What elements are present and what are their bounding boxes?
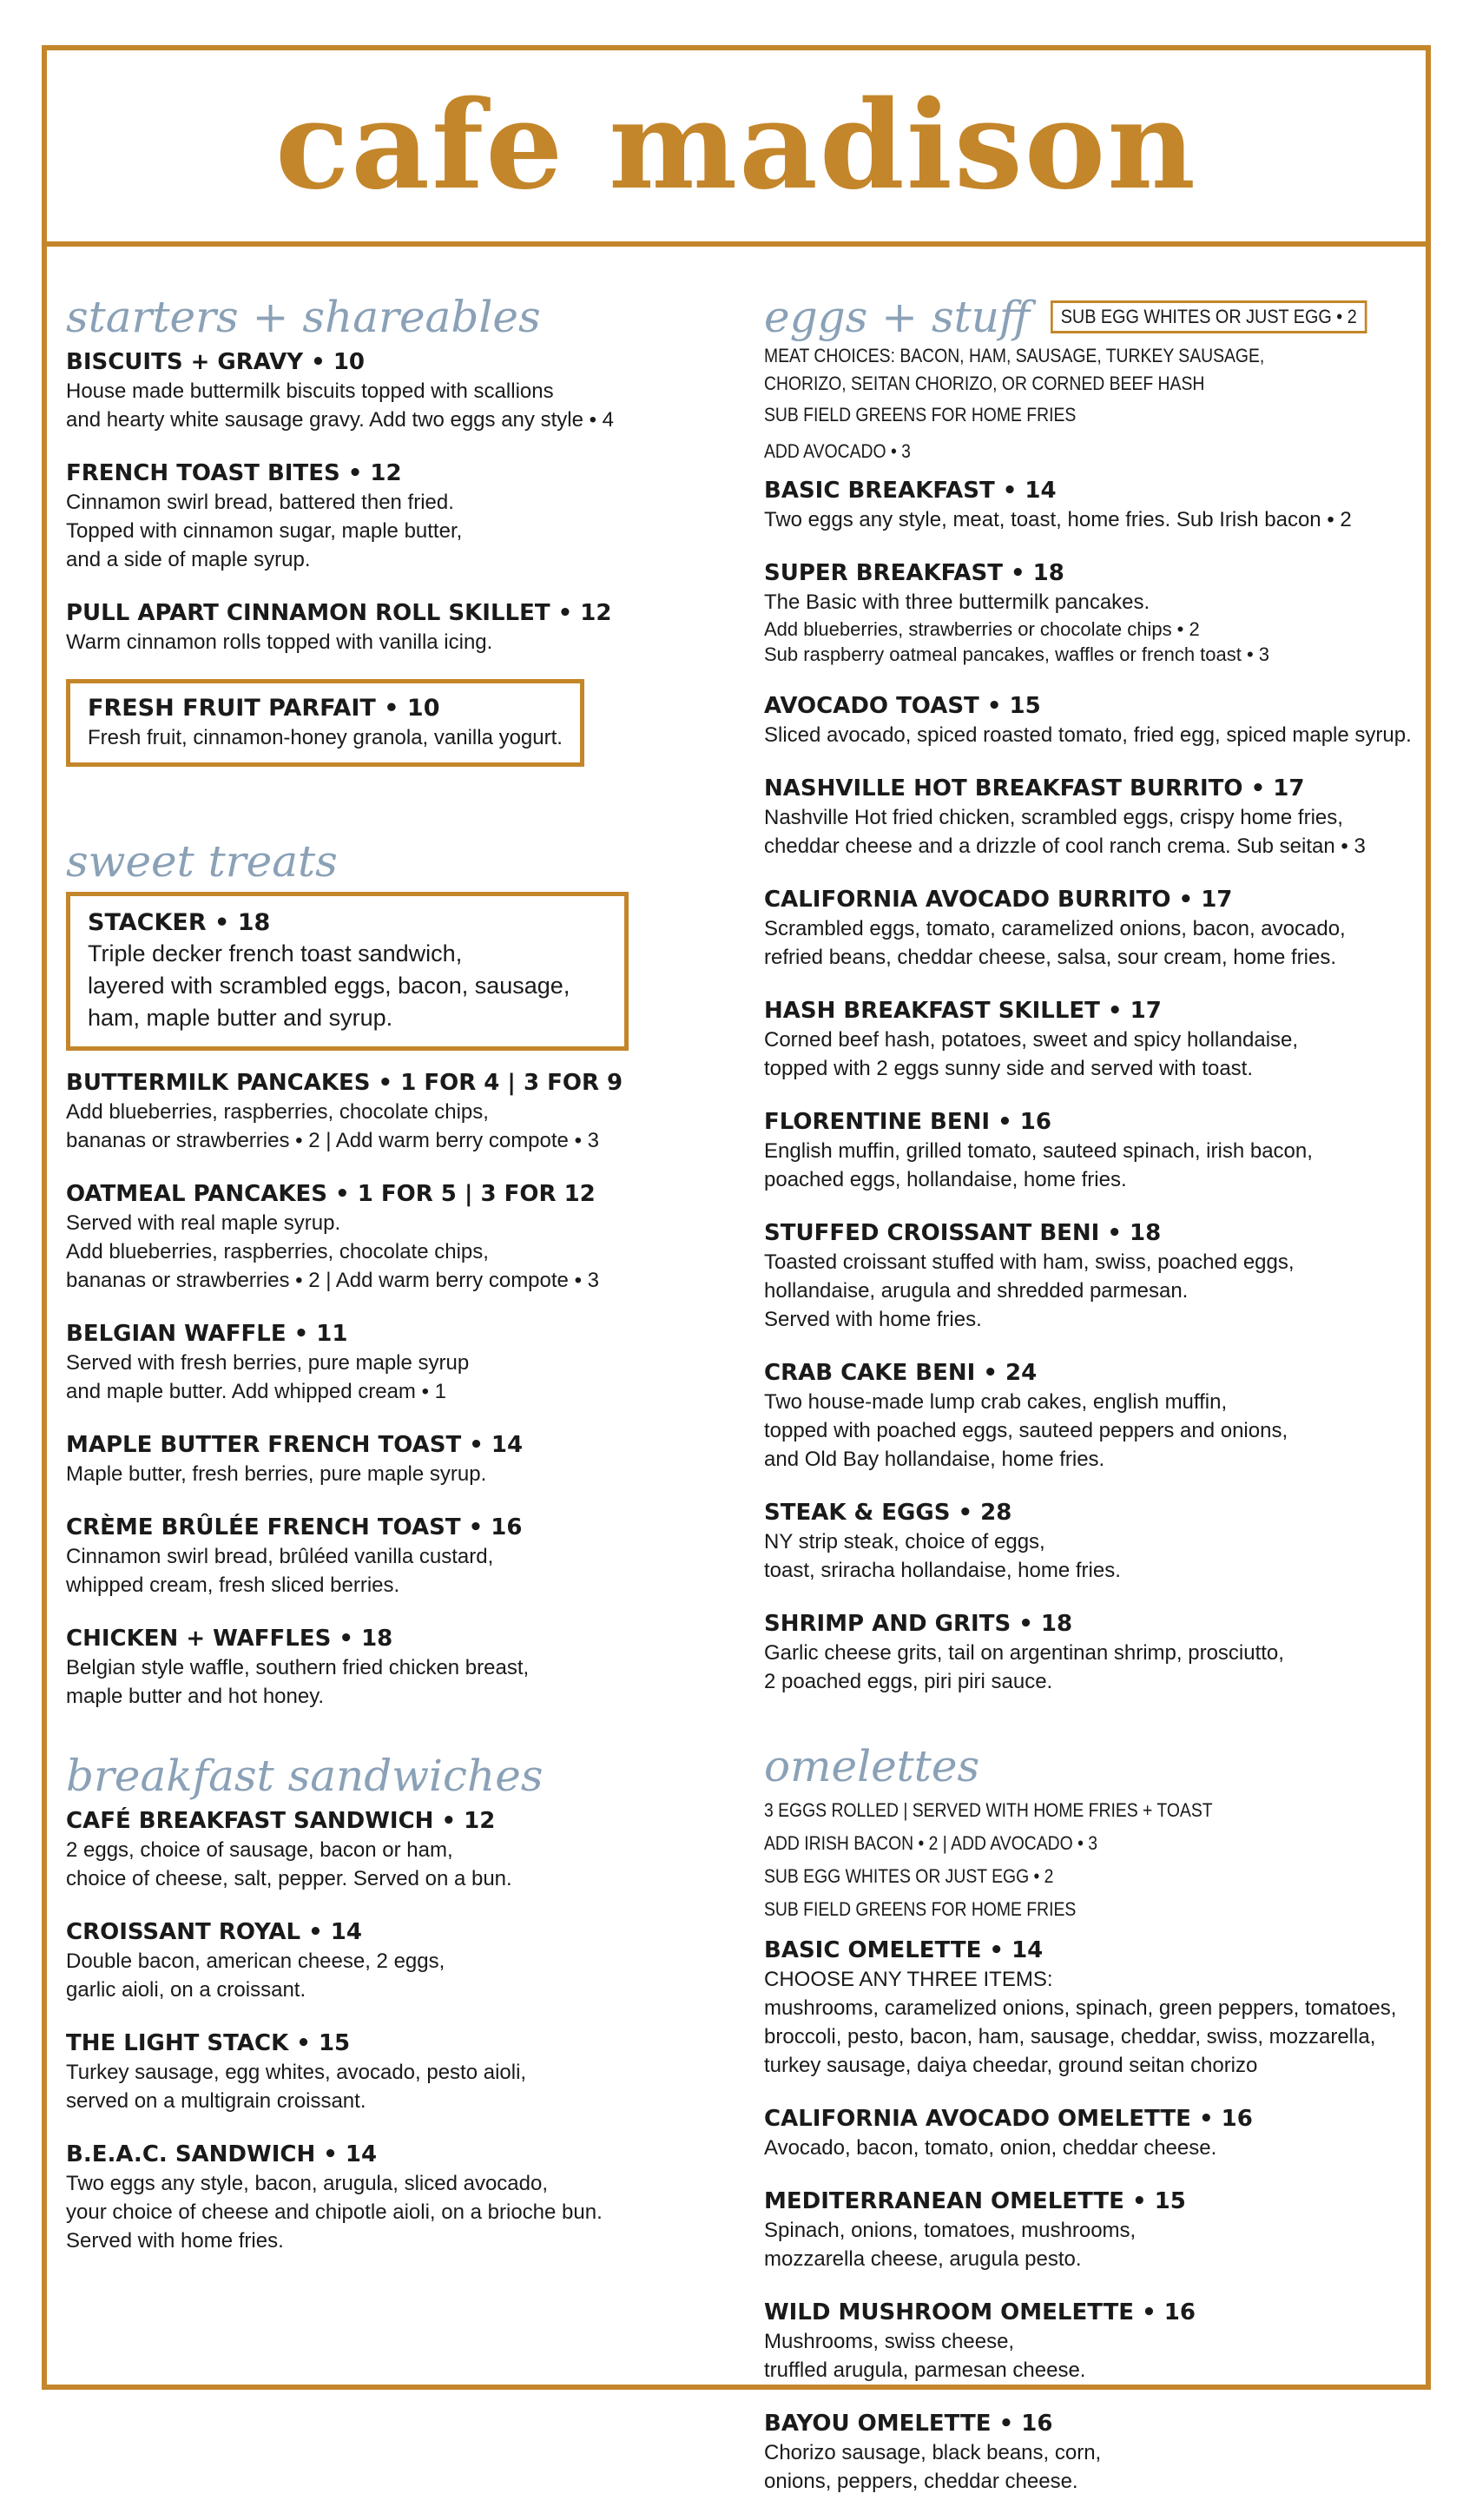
sub-egg-whites-badge: SUB EGG WHITES OR JUST EGG • 2 (1051, 300, 1367, 333)
menu-item-desc: refried beans, cheddar cheese, salsa, sour cream, home fries. (764, 946, 1336, 969)
menu-item-desc: Triple decker french toast sandwich, (88, 940, 463, 966)
menu-item-desc: Served with home fries. (66, 2229, 284, 2253)
menu-item (66, 1319, 674, 1406)
left-column (66, 292, 674, 2279)
menu-item-desc: Served with fresh berries, pure maple syrup (66, 1351, 470, 1375)
menu-item-desc: served on a multigrain croissant. (66, 2089, 366, 2113)
menu-item-desc: Mushrooms, swiss cheese, (764, 2330, 1015, 2353)
menu-item (764, 1218, 1424, 1334)
eggs-list (764, 476, 1424, 1696)
sweet-treats-list (66, 1068, 674, 1711)
menu-item-title: SUPER BREAKFAST • 18 (764, 560, 1064, 586)
menu-item-title: THE LIGHT STACK • 15 (66, 2030, 351, 2056)
menu-item-title: BELGIAN WAFFLE • 11 (66, 1321, 348, 1347)
menu-item-desc: toast, sriracha hollandaise, home fries. (764, 1559, 1121, 1582)
menu-item-desc: 2 eggs, choice of sausage, bacon or ham, (66, 1838, 453, 1862)
menu-item-desc: hollandaise, arugula and shredded parmesan. (764, 1279, 1189, 1303)
menu-item (66, 1917, 674, 2004)
menu-item-desc: Garlic cheese grits, tail on argentinan shrimp, prosciutto, (764, 1641, 1284, 1665)
menu-item-desc: Belgian style waffle, southern fried chicken breast, (66, 1656, 530, 1679)
menu-item (764, 885, 1424, 972)
menu-item-title: CAFÉ BREAKFAST SANDWICH • 12 (66, 1808, 496, 1834)
menu-item-title: MAPLE BUTTER FRENCH TOAST • 14 (66, 1432, 524, 1458)
menu-item (66, 1179, 674, 1295)
menu-item-desc: and hearty white sausage gravy. Add two eggs any style • 4 (66, 408, 614, 432)
menu-item-desc: mushrooms, caramelized onions, spinach, green peppers, tomatoes, (764, 1996, 1397, 2020)
section-title-sweet-treats: sweet treats (66, 836, 338, 887)
menu-item-desc: poached eggs, hollandaise, home fries. (764, 1168, 1127, 1191)
omelettes-list (764, 1936, 1424, 2496)
menu-item-title: CRÈME BRÛLÉE FRENCH TOAST • 16 (66, 1514, 523, 1540)
menu-item-desc: and maple butter. Add whipped cream • 1 (66, 1380, 447, 1403)
menu-item (66, 1806, 674, 1893)
eggs-note: CHORIZO, SEITAN CHORIZO, OR CORNED BEEF HASH (764, 373, 1205, 394)
menu-item-desc: Sliced avocado, spiced roasted tomato, fried egg, spiced maple syrup. (764, 723, 1412, 747)
menu-header (47, 50, 1426, 247)
starters-list (66, 347, 674, 656)
menu-item-desc: turkey sausage, daiya cheedar, ground seitan chorizo (764, 2054, 1258, 2077)
menu-item-desc: Topped with cinnamon sugar, maple butter, (66, 519, 463, 543)
menu-item (764, 2187, 1424, 2273)
menu-item-desc: 2 poached eggs, piri piri sauce. (764, 1670, 1053, 1693)
menu-item-title: NASHVILLE HOT BREAKFAST BURRITO • 17 (764, 775, 1305, 802)
menu-item-desc: Cinnamon swirl bread, battered then fried. (66, 491, 454, 514)
menu-item-title: HASH BREAKFAST SKILLET • 17 (764, 998, 1162, 1024)
menu-item-desc: maple butter and hot honey. (66, 1685, 325, 1708)
menu-item-title: AVOCADO TOAST • 15 (764, 693, 1041, 719)
breakfast-sandwiches-list (66, 1806, 674, 2255)
menu-item-desc: broccoli, pesto, bacon, ham, sausage, cheddar, swiss, mozzarella, (764, 2025, 1376, 2048)
menu-item (764, 2298, 1424, 2385)
menu-item-desc: Toasted croissant stuffed with ham, swiss, poached eggs, (764, 1250, 1295, 1274)
menu-item-desc: topped with 2 eggs sunny side and served with toast. (764, 1057, 1254, 1080)
menu-item (66, 2140, 674, 2255)
menu-item-addon: Add blueberries, strawberries or chocolate chips • 2 (764, 618, 1200, 640)
omelette-note: 3 EGGS ROLLED | SERVED WITH HOME FRIES + TOAST (764, 1799, 1213, 1821)
menu-item-desc: English muffin, grilled tomato, sauteed spinach, irish bacon, (764, 1139, 1313, 1163)
menu-item-desc: ham, maple butter and syrup. (88, 1005, 393, 1031)
menu-item-desc: topped with poached eggs, sauteed peppers and onions, (764, 1419, 1288, 1442)
menu-item-desc: your choice of cheese and chipotle aioli, on a brioche bun. (66, 2200, 603, 2224)
omelette-note: ADD IRISH BACON • 2 | ADD AVOCADO • 3 (764, 1832, 1098, 1854)
eggs-notes (764, 342, 1424, 465)
menu-item (764, 1358, 1424, 1474)
menu-item-desc: Scrambled eggs, tomato, caramelized onions, bacon, avocado, (764, 917, 1346, 940)
menu-item (764, 558, 1424, 667)
menu-item-title: BISCUITS + GRAVY • 10 (66, 349, 366, 375)
menu-item (764, 1936, 1424, 2080)
menu-item (66, 1430, 674, 1488)
right-column (764, 292, 1424, 2520)
menu-item (764, 476, 1424, 534)
menu-item (764, 2409, 1424, 2496)
menu-item-desc: mozzarella cheese, arugula pesto. (764, 2247, 1082, 2271)
menu-item (66, 598, 674, 656)
menu-item-desc: onions, peppers, cheddar cheese. (764, 2470, 1078, 2493)
menu-item-desc: and Old Bay hollandaise, home fries. (764, 1448, 1105, 1471)
menu-item-desc: Maple butter, fresh berries, pure maple syrup. (66, 1462, 487, 1486)
menu-item-title: STACKER • 18 (88, 909, 271, 936)
menu-item-desc: Two house-made lump crab cakes, english muffin, (764, 1390, 1228, 1414)
menu-item-title: BUTTERMILK PANCAKES • 1 FOR 4 | 3 FOR 9 (66, 1070, 623, 1096)
menu-item-title: FRENCH TOAST BITES • 12 (66, 460, 402, 486)
menu-item-desc: Double bacon, american cheese, 2 eggs, (66, 1949, 445, 1973)
menu-item (764, 1609, 1424, 1696)
menu-item (764, 1498, 1424, 1585)
menu-item-desc: whipped cream, fresh sliced berries. (66, 1573, 400, 1597)
menu-item-desc: The Basic with three buttermilk pancakes. (764, 590, 1150, 614)
menu-item (88, 908, 607, 1034)
menu-item-desc: CHOOSE ANY THREE ITEMS: (764, 1968, 1053, 1991)
omelettes-notes (764, 1797, 1424, 1923)
menu-item-desc: Spinach, onions, tomatoes, mushrooms, (764, 2219, 1137, 2242)
menu-item-title: BASIC BREAKFAST • 14 (764, 478, 1057, 504)
menu-item-desc: NY strip steak, choice of eggs, (764, 1530, 1045, 1554)
menu-item-desc: Nashville Hot fried chicken, scrambled eggs, crispy home fries, (764, 806, 1343, 829)
menu-item-title: B.E.A.C. SANDWICH • 14 (66, 2141, 378, 2167)
menu-item-title: BASIC OMELETTE • 14 (764, 1937, 1044, 1963)
menu-item (764, 691, 1424, 749)
menu-item-title: BAYOU OMELETTE • 16 (764, 2411, 1053, 2437)
menu-item-title: PULL APART CINNAMON ROLL SKILLET • 12 (66, 600, 612, 626)
menu-item-desc: Warm cinnamon rolls topped with vanilla icing. (66, 630, 493, 654)
menu-item (764, 2104, 1424, 2162)
menu-item-title: OATMEAL PANCAKES • 1 FOR 5 | 3 FOR 12 (66, 1181, 596, 1207)
menu-item-title: SHRIMP AND GRITS • 18 (764, 1611, 1073, 1637)
section-title-omelettes: omelettes (764, 1741, 980, 1791)
menu-item (764, 996, 1424, 1083)
menu-item-title: CALIFORNIA AVOCADO BURRITO • 17 (764, 887, 1233, 913)
eggs-note: ADD AVOCADO • 3 (764, 440, 911, 462)
menu-item (764, 1107, 1424, 1194)
menu-item-title: WILD MUSHROOM OMELETTE • 16 (764, 2299, 1196, 2325)
menu-item-title: FLORENTINE BENI • 16 (764, 1109, 1051, 1135)
section-title-eggs: eggs + stuff (764, 292, 1031, 342)
menu-item (66, 1624, 674, 1711)
menu-item-desc: Served with home fries. (764, 1308, 982, 1331)
omelette-note: SUB FIELD GREENS FOR HOME FRIES (764, 1898, 1077, 1920)
menu-item-desc: Turkey sausage, egg whites, avocado, pesto aioli, (66, 2061, 527, 2084)
menu-item-title: CROISSANT ROYAL • 14 (66, 1919, 362, 1945)
menu-item (66, 458, 674, 574)
menu-item (66, 1513, 674, 1600)
omelette-note: SUB EGG WHITES OR JUST EGG • 2 (764, 1865, 1054, 1887)
fresh-fruit-parfait-box (66, 679, 584, 767)
menu-item-desc: Two eggs any style, bacon, arugula, sliced avocado, (66, 2172, 548, 2195)
menu-item-title: CRAB CAKE BENI • 24 (764, 1360, 1038, 1386)
menu-item-desc: choice of cheese, salt, pepper. Served on a bun. (66, 1867, 512, 1890)
menu-item-title: STEAK & EGGS • 28 (764, 1500, 1012, 1526)
cafe-logo: cafe madison (275, 75, 1197, 217)
menu-item (66, 347, 674, 434)
menu-item-desc: truffled arugula, parmesan cheese. (764, 2358, 1086, 2382)
menu-item-desc: Add blueberries, raspberries, chocolate chips, (66, 1100, 489, 1124)
menu-item-desc: House made buttermilk biscuits topped with scallions (66, 379, 554, 403)
menu-item-title: MEDITERRANEAN OMELETTE • 15 (764, 2188, 1186, 2214)
menu-page (42, 45, 1431, 2493)
menu-item (66, 1068, 674, 1155)
eggs-note: MEAT CHOICES: BACON, HAM, SAUSAGE, TURKEY SAUSAGE, (764, 345, 1265, 366)
menu-item-desc: bananas or strawberries • 2 | Add warm berry compote • 3 (66, 1129, 599, 1152)
menu-item-title: CALIFORNIA AVOCADO OMELETTE • 16 (764, 2106, 1253, 2132)
eggs-title-row (764, 292, 1424, 342)
menu-item-desc: Fresh fruit, cinnamon-honey granola, vanilla yogurt. (88, 726, 563, 749)
menu-item-desc: and a side of maple syrup. (66, 548, 311, 571)
menu-item-title: FRESH FRUIT PARFAIT • 10 (88, 695, 440, 722)
menu-item (764, 774, 1424, 861)
menu-item-desc: Avocado, bacon, tomato, onion, cheddar cheese. (764, 2136, 1217, 2160)
menu-item-desc: Corned beef hash, potatoes, sweet and spicy hollandaise, (764, 1028, 1299, 1052)
eggs-note: SUB FIELD GREENS FOR HOME FRIES (764, 404, 1077, 425)
menu-item-desc: layered with scrambled eggs, bacon, sausage, (88, 973, 570, 999)
menu-item-addon: Sub raspberry oatmeal pancakes, waffles or french toast • 3 (764, 643, 1270, 665)
menu-item (88, 694, 563, 752)
section-title-breakfast-sandwiches: breakfast sandwiches (66, 1751, 544, 1801)
menu-item-desc: cheddar cheese and a drizzle of cool ranch crema. Sub seitan • 3 (764, 835, 1366, 858)
menu-item-desc: Chorizo sausage, black beans, corn, (764, 2441, 1102, 2464)
menu-item-desc: garlic aioli, on a croissant. (66, 1978, 306, 2002)
section-title-starters: starters + shareables (66, 292, 541, 342)
menu-item-desc: Cinnamon swirl bread, brûléed vanilla custard, (66, 1545, 494, 1568)
menu-item-title: CHICKEN + WAFFLES • 18 (66, 1626, 393, 1652)
menu-item-desc: bananas or strawberries • 2 | Add warm berry compote • 3 (66, 1269, 599, 1292)
menu-item (66, 2029, 674, 2115)
menu-item-title: STUFFED CROISSANT BENI • 18 (764, 1220, 1162, 1246)
stacker-box (66, 892, 629, 1051)
menu-item-desc: Served with real maple syrup. (66, 1211, 341, 1235)
menu-item-desc: Add blueberries, raspberries, chocolate chips, (66, 1240, 489, 1263)
menu-item-desc: Two eggs any style, meat, toast, home fries. Sub Irish bacon • 2 (764, 508, 1352, 531)
